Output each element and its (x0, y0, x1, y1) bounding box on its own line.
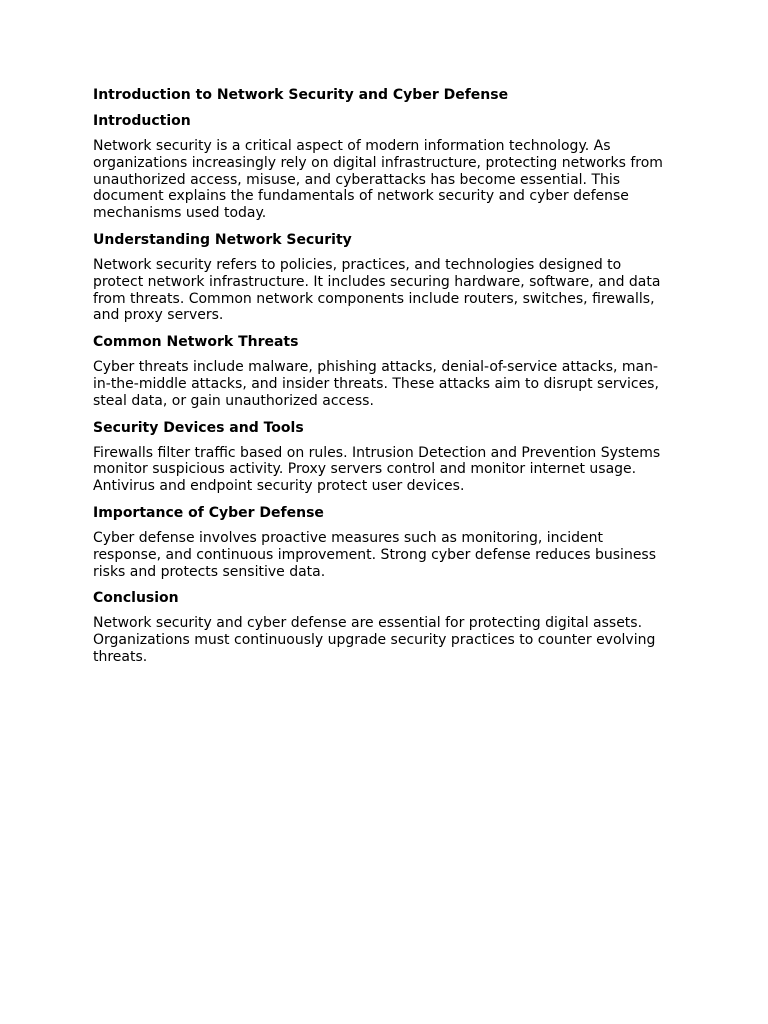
section-heading: Introduction (93, 113, 191, 129)
section-paragraph: Cyber threats include malware, phishing attacks, denial-of-service attacks, man-in-the-middle attacks, and insider threats. These attacks aim to disrupt services, steal data, or gain unauthorized access. (93, 359, 659, 409)
section-heading: Conclusion (93, 590, 179, 607)
section-understanding-network-security (93, 231, 675, 324)
document-page (93, 86, 675, 675)
section-common-network-threats (93, 333, 675, 409)
section-security-devices-and-tools (93, 419, 675, 495)
section-paragraph: Network security and cyber defense are essential for protecting digital assets. Organizations must continuously upgrade security practices to counter evolving threats. (93, 615, 656, 665)
section-paragraph: Cyber defense involves proactive measures such as monitoring, incident response, and continuous improvement. Strong cyber defense reduces business risks and protects sensitive data. (93, 529, 657, 580)
section-heading: Security Devices and Tools (93, 419, 304, 436)
section-heading: Importance of Cyber Defense (93, 504, 324, 521)
document-title: Introduction to Network Security and Cyber Defense (93, 87, 509, 103)
section-introduction (93, 112, 675, 222)
section-conclusion (93, 589, 675, 665)
section-heading: Common Network Threats (93, 334, 299, 351)
section-importance-of-cyber-defense (93, 504, 675, 580)
section-paragraph: Firewalls filter traffic based on rules. Intrusion Detection and Prevention Systems monitor suspicious activity. Proxy servers control and monitor internet usage. Antivirus and endpoint security protect user devices. (93, 444, 661, 495)
section-heading: Understanding Network Security (93, 231, 352, 248)
section-paragraph: Network security refers to policies, practices, and technologies designed to protect network infrastructure. It includes securing hardware, software, and data from threats. Common network components include routers, switches, firewalls, and proxy servers. (93, 256, 661, 324)
section-paragraph: Network security is a critical aspect of modern information technology. As organizations increasingly rely on digital infrastructure, protecting networks from unauthorized access, misuse, and cyberattacks has become essential. This document explains the fundamentals of network security and cyber defense mechanisms used today. (93, 138, 663, 222)
